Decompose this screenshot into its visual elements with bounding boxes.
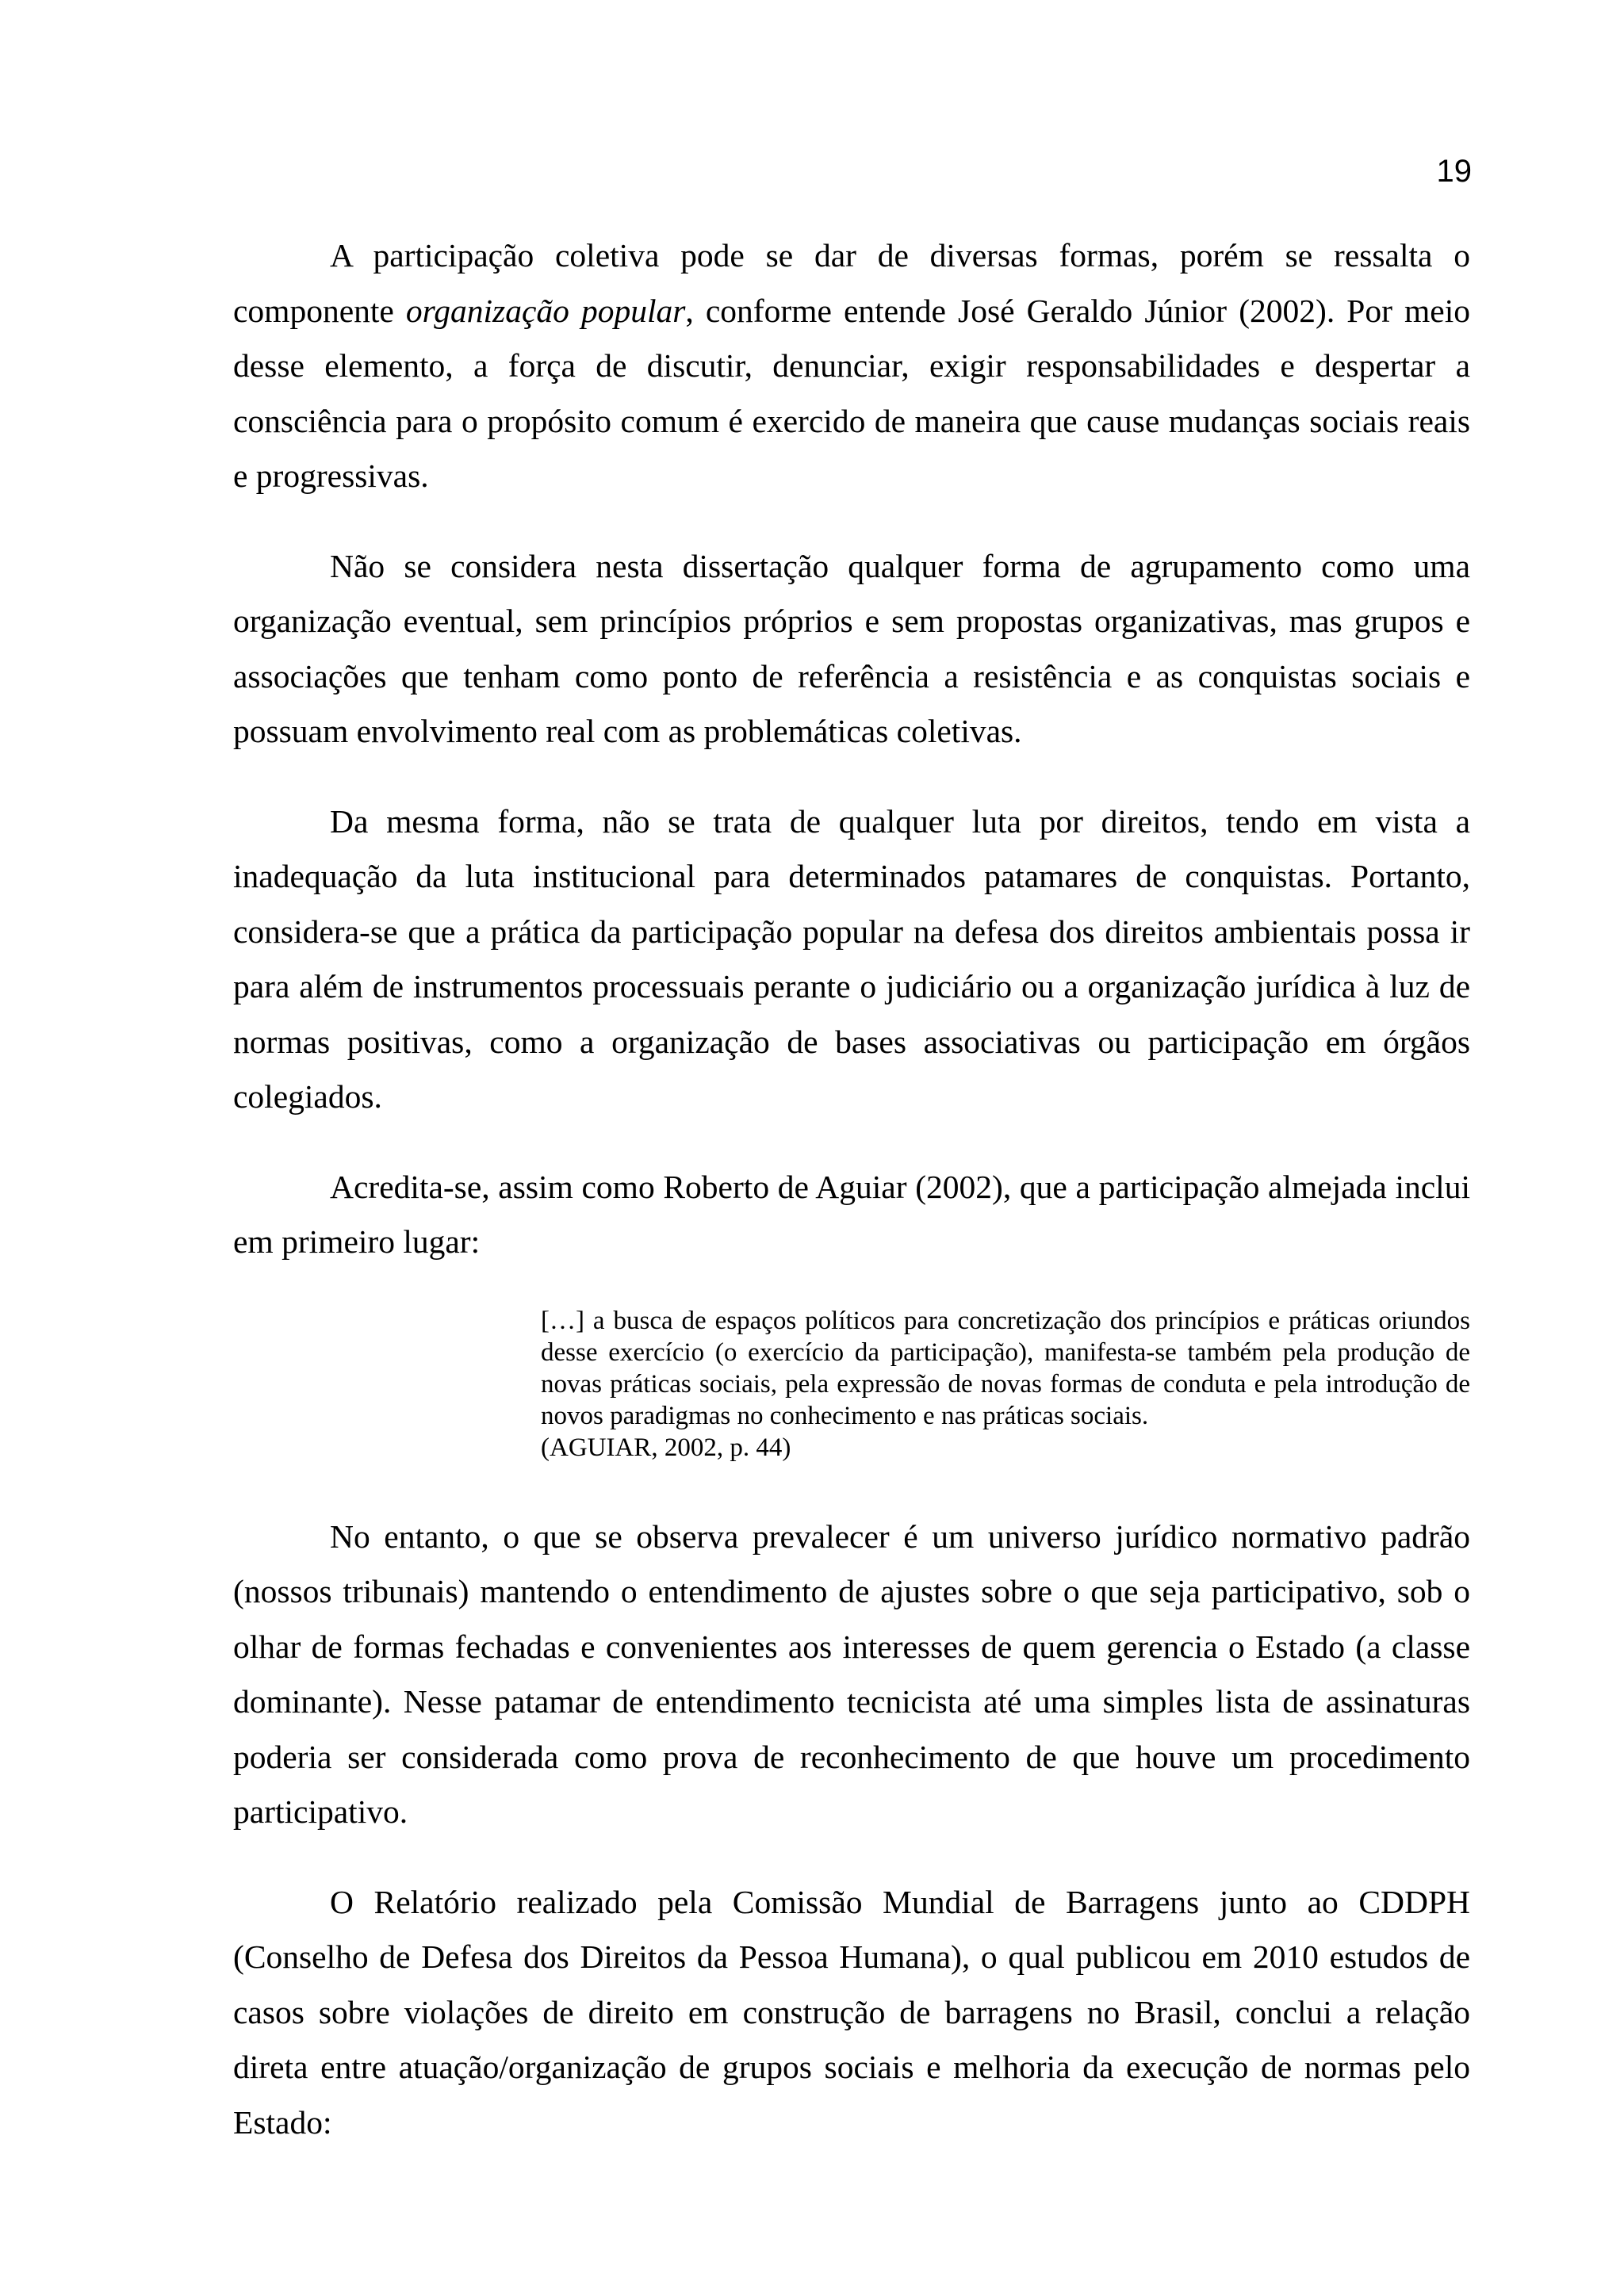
paragraph-1-end: , conforme entende José Geraldo Júnior (2002). Por meio desse elemento, a força de discutir, denunciar, exigir responsabilidades e despertar a consciência para o propósito comum é exercido de maneira que cause mudanças sociais reais e progressivas. (233, 292, 1470, 494)
block-quote (541, 1305, 1470, 1464)
paragraph-5: No entanto, o que se observa prevalecer é um universo jurídico normativo padrão (nossos tribunais) mantendo o entendimento de ajustes sobre o que seja participativo, sob o olhar de formas fechadas e convenientes aos interesses de quem gerencia o Estado (a classe dominante). Nesse patamar de entendimento tecnicista até uma simples lista de assinaturas poderia ser considerada como prova de reconhecimento de que houve um procedimento participativo. (233, 1517, 1470, 1830)
document-body (233, 228, 1470, 2185)
paragraph-1-start: A participação coletiva pode se dar de diversas formas, porém se ressalta o componente (233, 237, 1470, 329)
block-quote-citation: (AGUIAR, 2002, p. 44) (541, 1433, 791, 1462)
italic-term: organização popular (405, 292, 686, 329)
paragraph-3: Da mesma forma, não se trata de qualquer luta por direitos, tendo em vista a inadequação da luta institucional para determinados patamares de conquistas. Portanto, considera-se que a prática da participação popular na defesa dos direitos ambientais possa ir para além de instrumentos processuais perante o judiciário ou a organização jurídica à luz de normas positivas, como a organização de bases associativas ou participação em órgãos colegiados. (233, 802, 1470, 1115)
paragraph-2: Não se considera nesta dissertação qualquer forma de agrupamento como uma organização eventual, sem princípios próprios e sem propostas organizativas, mas grupos e associações que tenham como ponto de referência a resistência e as conquistas sociais e possuam envolvimento real com as problemáticas coletivas. (233, 547, 1470, 749)
block-quote-text: […] a busca de espaços políticos para concretização dos princípios e práticas oriundos desse exercício (o exercício da participação), manifesta-se também pela produção de novas práticas sociais, pela expressão de novas formas de conduta e pela introdução de novos paradigmas no conhecimento e nas práticas sociais. (541, 1306, 1470, 1430)
paragraph-6: O Relatório realizado pela Comissão Mundial de Barragens junto ao CDDPH (Conselho de Defesa dos Direitos da Pessoa Humana), o qual publicou em 2010 estudos de casos sobre violações de direito em construção de barragens no Brasil, conclui a relação direta entre atuação/organização de grupos sociais e melhoria da execução de normas pelo Estado: (233, 1883, 1470, 2141)
paragraph-4: Acredita-se, assim como Roberto de Aguiar (2002), que a participação almejada inclui em primeiro lugar: (233, 1168, 1470, 1260)
page-number: 19 (1436, 154, 1472, 189)
paragraph-1 (233, 228, 1470, 504)
